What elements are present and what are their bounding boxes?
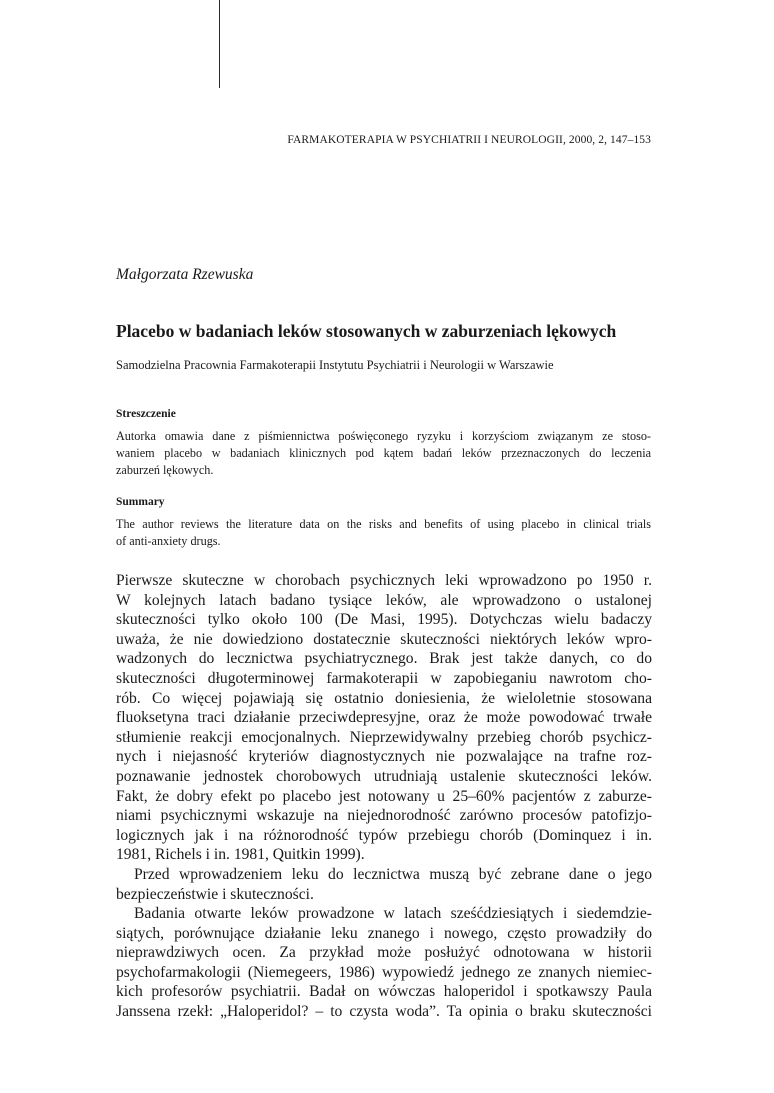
text-line: kich profesorów psychiatrii. Badał on wówczas haloperidol i spotkawszy Paula (116, 983, 652, 1001)
author-name: Małgorzata Rzewuska (116, 266, 254, 283)
text-line: Fakt, że dobry efekt po placebo jest notowany u 25–60% pacjentów z zaburze- (116, 787, 652, 805)
text-line: uważa, że nie dowiedziono dostatecznie skuteczności niektórych leków wpro- (116, 630, 652, 648)
text-line: wadzonych do lecznictwa psychiatrycznego. Brak jest także danych, co do (116, 650, 652, 668)
text-line: stłumienie reakcji emocjonalnych. Nieprzewidywalny przebieg chorób psychicz- (116, 728, 652, 746)
abstract-pl-text (116, 428, 651, 479)
text-line: siątych, porównujące działanie leku znanego i nowego, często prowadziły do (116, 924, 652, 942)
text-line: waniem placebo w badaniach klinicznych pod kątem badań leków przeznaczonych do leczenia (116, 446, 651, 460)
text-line: fluoksetyna traci działanie przeciwdepresyjne, oraz że może powodować trwałe (116, 709, 652, 727)
abstract-en-text (116, 516, 651, 550)
body-text (116, 571, 652, 1022)
text-line: Janssena rzekł: „Haloperidol? – to czysta woda”. Ta opinia o braku skuteczności (116, 1003, 652, 1021)
text-line: zaburzeń lękowych. (116, 463, 214, 477)
text-line: Autorka omawia dane z piśmiennictwa poświęconego ryzyku i korzyściom związanym ze stoso- (116, 429, 651, 443)
text-line: nych i niejasność kryteriów diagnostycznych nie pozwalające na trafne roz- (116, 748, 652, 766)
journal-header: FARMAKOTERAPIA W PSYCHIATRII I NEUROLOGII, 2000, 2, 147–153 (287, 134, 651, 146)
text-line: Przed wprowadzeniem leku do lecznictwa muszą być zebrane dane o jego (134, 865, 652, 883)
text-line: poznawanie jednostek chorobowych utrudniają ustalenie skuteczności leków. (116, 767, 652, 785)
text-line: Pierwsze skuteczne w chorobach psychicznych leki wprowadzono po 1950 r. (116, 572, 652, 589)
text-line: rób. Co więcej pojawiają się ostatnio doniesienia, że wieloletnie stosowana (116, 689, 652, 707)
text-line: W kolejnych latach badano tysiące leków, ale wprowadzono o ustalonej (116, 591, 652, 609)
text-line: psychofarmakologii (Niemegeers, 1986) wypowiedź jednego ze znanych niemiec- (116, 963, 652, 981)
text-line: skuteczności tylko około 100 (De Masi, 1995). Dotychczas wielu badaczy (116, 611, 652, 629)
text-line: skuteczności długoterminowej farmakoterapii w zapobieganiu nawrotom cho- (116, 669, 652, 687)
abstract-pl-heading: Streszczenie (116, 408, 176, 420)
text-line: nieprawdziwych ocen. Za przykład może posłużyć odnotowana w historii (116, 944, 652, 962)
text-line: of anti-anxiety drugs. (116, 534, 221, 548)
text-line: Badania otwarte leków prowadzone w latach sześćdziesiątych i siedemdzie- (134, 905, 652, 923)
article-title: Placebo w badaniach leków stosowanych w zaburzeniach lękowych (116, 321, 617, 341)
affiliation: Samodzielna Pracownia Farmakoterapii Instytutu Psychiatrii i Neurologii w Warszawie (116, 358, 554, 372)
text-line: logicznych jak i na różnorodność typów przebiegu chorób (Dominquez i in. (116, 826, 652, 844)
text-line: The author reviews the literature data on the risks and benefits of using placebo in clinical trials (116, 517, 651, 531)
text-line: 1981, Richels i in. 1981, Quitkin 1999). (116, 846, 365, 864)
scan-edge-line (219, 0, 220, 88)
abstract-en-heading: Summary (116, 496, 165, 508)
text-line: bezpieczeństwie i skuteczności. (116, 885, 314, 903)
text-line: niami psychicznymi wskazuje na niejednorodność zarówno procesów patofizjo- (116, 807, 652, 825)
